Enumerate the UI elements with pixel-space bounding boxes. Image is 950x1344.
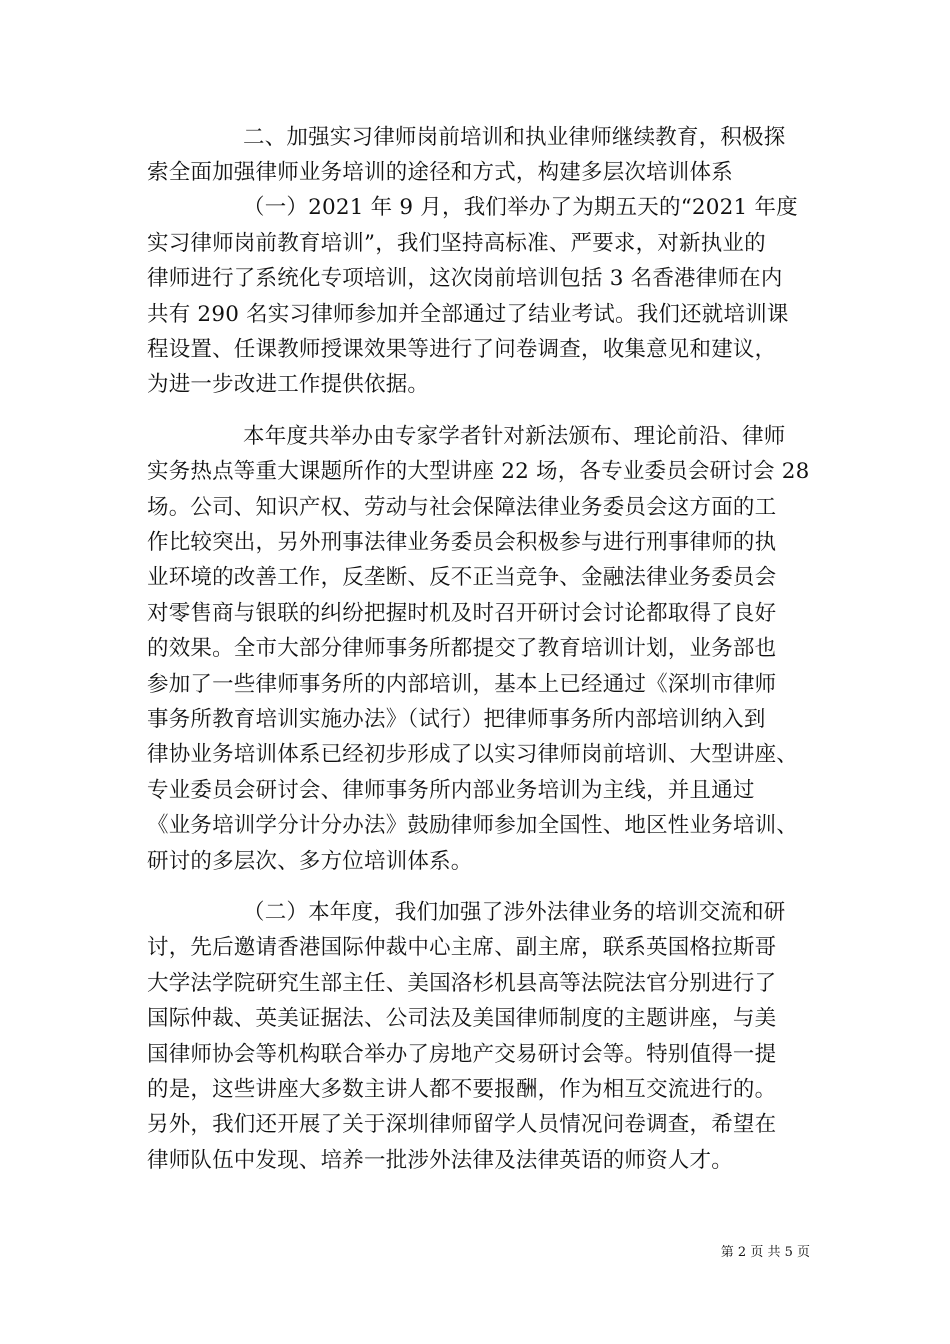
text-line-7: 程设置、任课教师授课效果等进行了问卷调查，收集意见和建议，	[147, 337, 777, 362]
text-line-14: 对零售商与银联的纠纷把握时机及时召开研讨会讨论都取得了良好	[147, 601, 777, 626]
text-line-5: 律师进行了系统化专项培训，这次岗前培训包括 3 名香港律师在内	[147, 266, 783, 291]
text-line-15: 的效果。全市大部分律师事务所都提交了教育培训计划，业务部也	[147, 636, 777, 661]
text-line-22: （二）本年度，我们加强了涉外法律业务的培训交流和研	[243, 900, 786, 925]
text-line-28: 另外，我们还开展了关于深圳律师留学人员情况问卷调查，希望在	[147, 1112, 777, 1137]
text-line-20: 《业务培训学分计分办法》鼓励律师参加全国性、地区性业务培训、	[147, 813, 799, 838]
text-line-16: 参加了一些律师事务所的内部培训，基本上已经通过《深圳市律师	[147, 672, 777, 697]
text-line-3: （一）2021 年 9 月，我们举办了为期五天的“2021 年度	[243, 195, 798, 220]
text-line-13: 业环境的改善工作，反垄断、反不正当竞争、金融法律业务委员会	[147, 565, 777, 590]
text-line-11: 场。公司、知识产权、劳动与社会保障法律业务委员会这方面的工	[147, 495, 777, 520]
text-line-9: 本年度共举办由专家学者针对新法颁布、理论前沿、律师	[243, 424, 786, 449]
text-line-4: 实习律师岗前教育培训”，我们坚持高标准、严要求，对新执业的	[147, 231, 766, 256]
text-line-24: 大学法学院研究生部主任、美国洛杉机县高等法院法官分别进行了	[147, 971, 777, 996]
text-line-2: 索全面加强律师业务培训的途径和方式，构建多层次培训体系	[147, 160, 733, 185]
text-line-12: 作比较突出，另外刑事法律业务委员会积极参与进行刑事律师的执	[147, 530, 777, 555]
page-number: 第 2 页 共 5 页	[720, 1245, 810, 1260]
text-line-23: 讨，先后邀请香港国际仲裁中心主席、副主席，联系英国格拉斯哥	[147, 935, 777, 960]
text-line-6: 共有 290 名实习律师参加并全部通过了结业考试。我们还就培训课	[147, 302, 789, 327]
text-line-17: 事务所教育培训实施办法》（试行）把律师事务所内部培训纳入到	[147, 707, 766, 732]
text-line-1: 二、加强实习律师岗前培训和执业律师继续教育，积极探	[243, 125, 786, 150]
text-line-27: 的是，这些讲座大多数主讲人都不要报酬，作为相互交流进行的。	[147, 1077, 777, 1102]
text-line-26: 国律师协会等机构联合举办了房地产交易研讨会等。特别值得一提	[147, 1042, 777, 1067]
text-line-18: 律协业务培训体系已经初步形成了以实习律师岗前培训、大型讲座、	[147, 742, 799, 767]
text-line-25: 国际仲裁、英美证据法、公司法及美国律师制度的主题讲座，与美	[147, 1006, 777, 1031]
text-line-29: 律师队伍中发现、培养一批涉外法律及法律英语的师资人才。	[147, 1148, 733, 1173]
text-line-8: 为进一步改进工作提供依据。	[147, 372, 430, 397]
text-line-21: 研讨的多层次、多方位培训体系。	[147, 849, 473, 874]
text-line-19: 专业委员会研讨会、律师事务所内部业务培训为主线，并且通过	[147, 778, 755, 803]
text-line-10: 实务热点等重大课题所作的大型讲座 22 场，各专业委员会研讨会 28	[147, 459, 810, 484]
